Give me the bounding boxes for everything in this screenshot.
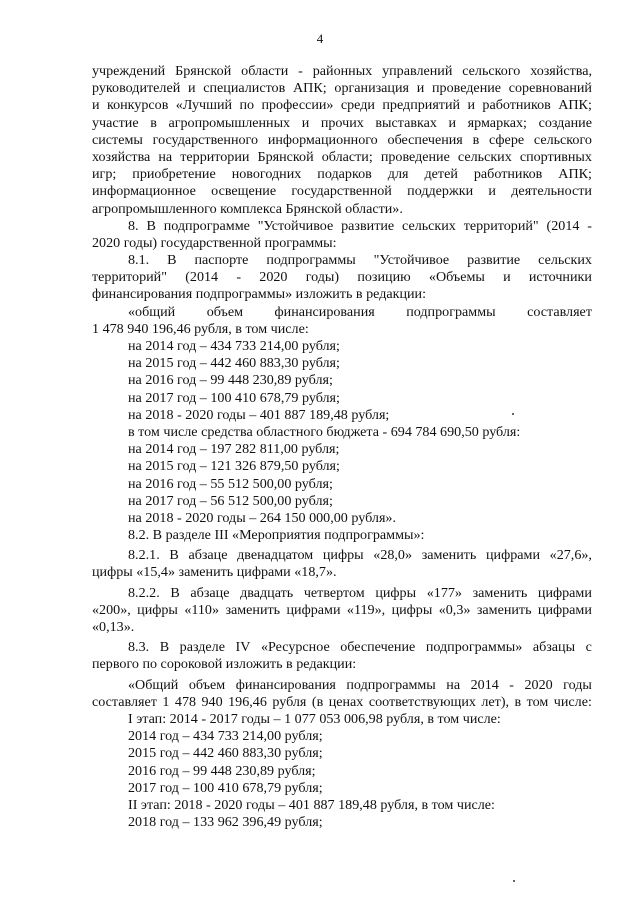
word: для [387, 166, 409, 183]
word: «0,3» [438, 601, 471, 618]
word: - [509, 676, 514, 693]
word: «Объемы [428, 269, 485, 286]
word: и [416, 80, 425, 97]
text-line [92, 166, 592, 183]
word: соревнований [508, 80, 592, 97]
text-line: на 2014 год – 434 733 214,00 рубля; [128, 338, 340, 354]
word: информационного [267, 131, 378, 148]
word: территории [180, 148, 250, 165]
word: (в [311, 693, 324, 710]
word: В [170, 584, 180, 601]
word: - [298, 63, 303, 79]
word: «200», [92, 601, 131, 618]
text-line: 2020 годы) государственной программы: [92, 234, 337, 251]
text-line [92, 585, 592, 602]
word: участие [92, 114, 139, 131]
word: и [187, 80, 196, 97]
word: 8.2.2. [128, 584, 160, 601]
word: составляет [92, 693, 157, 710]
text-line [92, 304, 592, 321]
word: сельских [538, 252, 592, 269]
document-body [92, 63, 592, 831]
text-line [92, 218, 592, 235]
word: территорий" [463, 217, 539, 234]
text-line: на 2018 - 2020 годы – 264 150 000,00 рубля». [128, 509, 397, 526]
word: государственного [152, 131, 259, 148]
word: сельских [402, 217, 456, 234]
word: хозяйства [92, 148, 151, 165]
text-line [92, 269, 592, 286]
word: руководителей [92, 80, 181, 97]
word: Брянской [257, 148, 314, 165]
text-line: 1 478 940 196,46 рубля, в том числе: [92, 320, 309, 337]
word: 2020 [259, 269, 288, 286]
word: поддержки [407, 183, 474, 200]
word: проведение [380, 148, 450, 165]
word: детей [424, 166, 458, 183]
word: подпрограммы» [425, 639, 523, 656]
word: разделе [179, 639, 225, 656]
word: АПК; [558, 166, 592, 183]
word: позицию [357, 269, 411, 286]
word: государственной [291, 183, 392, 200]
word: заменить [472, 584, 528, 601]
word: цифры [322, 547, 364, 564]
word: развитие [467, 252, 521, 269]
word: районных [312, 63, 373, 79]
word: двадцать [240, 584, 294, 601]
word: "Устойчивое [373, 252, 450, 269]
word: профессии» [261, 97, 334, 114]
word: и [488, 183, 496, 200]
word: - [236, 269, 242, 286]
word: спортивных [519, 148, 592, 165]
word: том [526, 693, 549, 710]
word: 2020 [524, 676, 553, 693]
word: Брянской [175, 63, 232, 79]
word: работников [473, 166, 543, 183]
word: 2014 [470, 676, 499, 693]
word: и [503, 269, 511, 286]
text-line: первого по сороковой изложить в редакции: [92, 656, 357, 673]
text-line [92, 694, 592, 711]
word: хозяйства, [530, 63, 592, 79]
word: заменить [225, 601, 281, 618]
word: заменить [476, 601, 532, 618]
word: «Ресурсное [260, 639, 330, 656]
word: «27,6», [549, 547, 592, 564]
word: 1 [162, 693, 170, 710]
text-line: 2014 год – 434 733 214,00 рубля; [128, 728, 323, 745]
text-line: «0,13». [92, 619, 135, 635]
text-line: 2015 год – 442 460 883,30 рубля; [128, 745, 323, 762]
word: объем [206, 303, 244, 320]
word: обеспечение [340, 639, 416, 656]
word: подпрограммы [266, 252, 356, 269]
word: цифры [375, 584, 417, 601]
word: «общий [128, 303, 176, 320]
word: - [587, 217, 592, 234]
word: области; [321, 148, 373, 165]
word: «Общий [128, 676, 179, 693]
word: «Лучший [175, 97, 233, 114]
text-line [92, 602, 592, 619]
word: обеспечения [387, 131, 463, 148]
word: сельского [533, 131, 592, 148]
word: двенадцатом [237, 547, 314, 564]
word: новогодних [231, 166, 302, 183]
text-line: финансирования подпрограммы» изложить в редакции: [92, 286, 427, 303]
word: В [167, 252, 177, 269]
text-line [92, 132, 592, 149]
word: цифрами [537, 584, 592, 601]
word: лет), [481, 693, 510, 710]
word: игр; [92, 166, 117, 183]
word: 478 [174, 693, 197, 710]
text-line: на 2017 год – 56 512 500,00 рубля; [128, 492, 333, 509]
word: числе: [553, 693, 592, 710]
word: В [146, 217, 156, 234]
text-line [92, 547, 592, 564]
word: 940 [201, 693, 223, 710]
text-line [92, 639, 592, 656]
text-line: 2016 год – 99 448 230,89 рубля; [128, 762, 316, 779]
word: В [169, 547, 179, 564]
text-line: на 2014 год – 197 282 811,00 рубля; [128, 441, 340, 458]
word: В [159, 639, 170, 656]
word: 8.2.1. [128, 547, 160, 564]
word: подарков [317, 166, 372, 183]
word: (2014 [185, 269, 219, 286]
word: цифрами [286, 601, 341, 618]
text-line: цифры «15,4» заменить цифрами «18,7». [92, 564, 337, 581]
word: цифрами [537, 601, 592, 618]
word: на [446, 676, 461, 693]
word: в [472, 131, 480, 148]
word: и [467, 97, 475, 114]
text-line [92, 149, 592, 166]
word: в [514, 693, 522, 710]
word: с [585, 639, 592, 656]
word: «28,0» [373, 547, 413, 564]
page-number: 4 [316, 31, 324, 46]
text-line: I этап: 2014 - 2017 годы – 1 077 053 006,98 рубля, в том числе: [128, 710, 501, 727]
text-line: II этап: 2018 - 2020 годы – 401 887 189,48 рубля, в том числе: [128, 796, 495, 813]
word: и [301, 114, 310, 131]
word: финансирования [235, 676, 336, 693]
text-line: на 2017 год – 100 410 678,79 рубля; [128, 389, 340, 406]
word: 8.1. [128, 252, 150, 269]
word: подпрограмме [163, 217, 250, 234]
text-line [92, 63, 592, 80]
word: по [239, 97, 255, 114]
text-line: на 2018 - 2020 годы – 401 887 189,48 рубля; [128, 406, 390, 423]
word: деятельности [511, 183, 592, 200]
word: «110» [184, 601, 220, 618]
word: 8. [128, 217, 139, 234]
word: «119», [346, 601, 386, 618]
word: информационное [92, 183, 196, 200]
word: приобретение [132, 166, 216, 183]
word: годы) [305, 269, 340, 286]
word: среди [340, 97, 375, 114]
text-line [92, 183, 592, 200]
word: организация [334, 80, 409, 97]
word: области [241, 63, 289, 79]
word: ценах [328, 693, 364, 710]
word: ярмарках; [467, 114, 527, 131]
word: конкурсов [106, 97, 169, 114]
text-line: на 2015 год – 121 326 879,50 рубля; [128, 458, 340, 475]
word: управлений [382, 63, 453, 79]
text-line: агропромышленного комплекса Брянской области». [92, 200, 403, 217]
word: создание [538, 114, 592, 131]
word: абзаце [188, 547, 228, 564]
word: развитие [341, 217, 395, 234]
word: «177» [426, 584, 462, 601]
word: IV [235, 639, 251, 656]
word: рубля [272, 693, 307, 710]
word: (2014 [546, 217, 580, 234]
word: паспорте [194, 252, 249, 269]
text-line [92, 677, 592, 694]
word: соответствующих [368, 693, 476, 710]
word: специалистов [203, 80, 286, 97]
word: абзаце [190, 584, 230, 601]
text-line [92, 252, 592, 269]
word: АПК; [558, 97, 592, 114]
word: четвертом [303, 584, 365, 601]
word: агропромышленных [168, 114, 291, 131]
text-line: 8.2. В разделе III «Мероприятия подпрограммы»: [128, 527, 425, 544]
word: источники [528, 269, 592, 286]
word: подпрограммы [346, 676, 436, 693]
word: заменить [421, 547, 477, 564]
word: абзацы [532, 639, 576, 656]
text-line [92, 80, 592, 97]
word: прочих [320, 114, 364, 131]
word: системы [92, 131, 143, 148]
word: проведение [431, 80, 502, 97]
word: цифры [391, 601, 433, 618]
word: составляет [527, 303, 592, 320]
word: в [150, 114, 157, 131]
word: 196,46 [228, 693, 267, 710]
word: освещение [211, 183, 277, 200]
word: цифры [137, 601, 178, 618]
text-line: в том числе средства областного бюджета - 694 784 690,50 рубля: [128, 423, 521, 440]
text-line: 2018 год – 133 962 396,49 рубля; [128, 814, 323, 831]
word: объем [188, 676, 226, 693]
text-line: 2017 год – 100 410 678,79 рубля; [128, 779, 323, 796]
word: учреждений [92, 63, 166, 79]
word: предприятий [382, 97, 461, 114]
word: годы [563, 676, 592, 693]
word: сельских [457, 148, 512, 165]
word: и [92, 97, 100, 114]
text-line [92, 115, 592, 132]
text-line: на 2016 год – 55 512 500,00 рубля; [128, 475, 333, 492]
word: выставках [375, 114, 437, 131]
text-line: на 2016 год – 99 448 230,89 рубля; [128, 372, 333, 389]
word: 8.3. [128, 639, 150, 656]
word: "Устойчивое [257, 217, 334, 234]
word: на [158, 148, 173, 165]
word: финансирования [274, 303, 375, 320]
scan-speck [513, 880, 515, 882]
word: сфере [489, 131, 525, 148]
word: работников [482, 97, 551, 114]
text-line [92, 97, 592, 114]
text-line: на 2015 год – 442 460 883,30 рубля; [128, 355, 340, 372]
word: территорий" [92, 269, 167, 286]
scan-speck [512, 413, 514, 415]
word: цифрами [486, 547, 540, 564]
word: подпрограммы [406, 303, 496, 320]
word: сельского [462, 63, 521, 79]
word: и [448, 114, 457, 131]
word: АПК; [292, 80, 327, 97]
